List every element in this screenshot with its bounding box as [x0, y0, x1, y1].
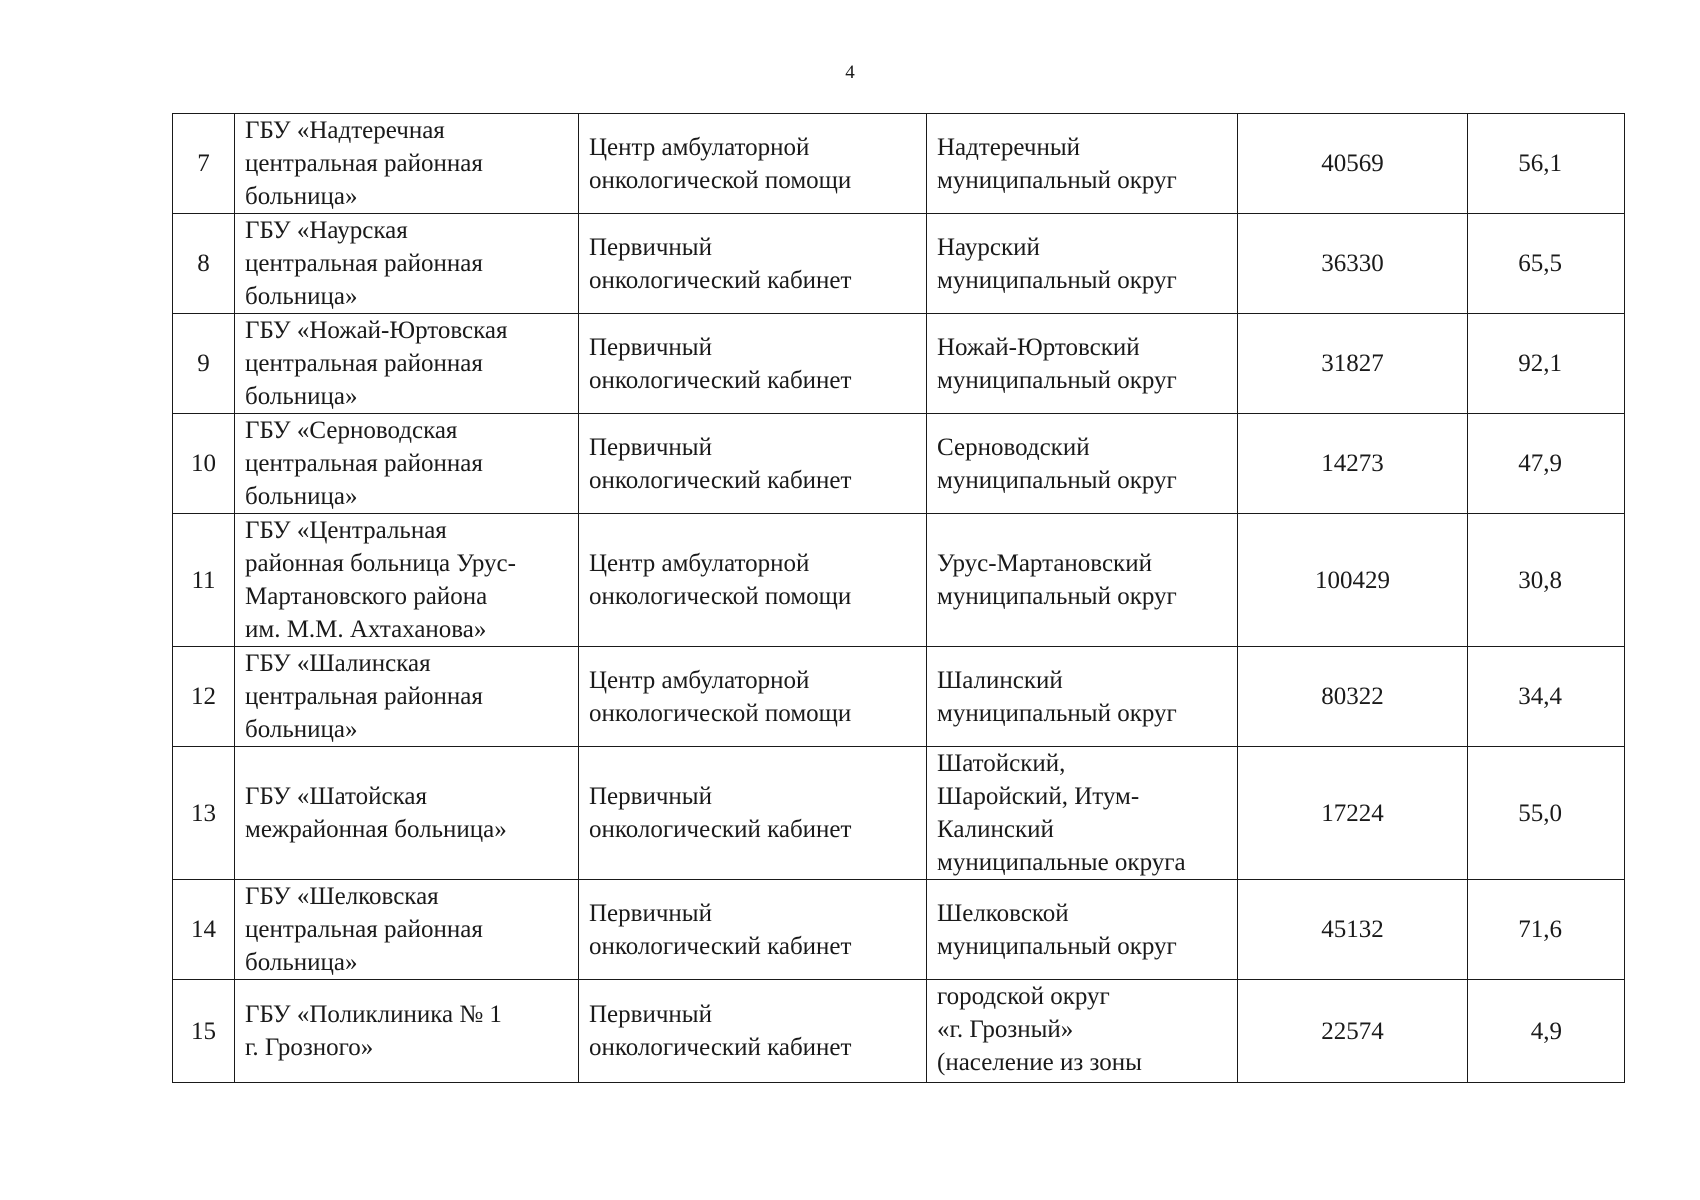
unit-type-cell	[579, 980, 927, 1083]
organization-cell-line: ГБУ «Шалинская	[245, 650, 431, 677]
unit-type-cell-line: Первичный	[589, 333, 712, 361]
unit-type-cell	[579, 314, 927, 414]
rate-cell	[1468, 414, 1625, 514]
district-cell-line: (население из зоны	[937, 1049, 1142, 1076]
organization-cell-line: ГБУ «Серноводская	[245, 417, 458, 444]
row-number-cell	[173, 747, 235, 880]
unit-type-cell-line: Центр амбулаторной	[589, 550, 810, 577]
table-row	[173, 980, 1625, 1083]
unit-type-cell-line: Первичный	[589, 783, 712, 810]
district-cell	[927, 214, 1238, 314]
rate-value: 55,0	[1518, 799, 1562, 827]
district-cell-line: муниципальный округ	[937, 166, 1177, 194]
district-cell-line: «г. Грозный»	[937, 1016, 1074, 1043]
organization-cell-line: больница»	[245, 283, 358, 310]
organization-cell	[235, 114, 579, 214]
population-value: 36330	[1321, 250, 1384, 277]
population-cell	[1238, 647, 1468, 747]
unit-type-cell	[579, 414, 927, 514]
unit-type-cell-line: онкологической помощи	[589, 583, 852, 610]
population-value: 17224	[1321, 799, 1384, 827]
organization-cell	[235, 414, 579, 514]
organization-cell	[235, 214, 579, 314]
population-value: 45132	[1321, 916, 1384, 943]
population-value: 31827	[1321, 350, 1384, 377]
population-cell	[1238, 747, 1468, 880]
row-number: 13	[191, 799, 216, 827]
district-cell-content	[937, 980, 1227, 1079]
district-cell	[927, 980, 1238, 1083]
rate-value: 47,9	[1518, 450, 1562, 477]
district-cell	[927, 314, 1238, 414]
organization-cell-line: центральная районная	[245, 150, 483, 177]
unit-type-cell-line: онкологической помощи	[589, 166, 852, 194]
organization-cell	[235, 514, 579, 647]
row-number: 14	[191, 916, 216, 943]
table-row	[173, 314, 1625, 414]
organization-cell-line: ГБУ «Ножай-Юртовская	[245, 317, 508, 344]
district-cell-line: муниципальный округ	[937, 932, 1177, 960]
unit-type-cell	[579, 114, 927, 214]
unit-type-cell-line: онкологический кабинет	[589, 932, 852, 960]
unit-type-cell-line: Центр амбулаторной	[589, 666, 810, 694]
organization-cell	[235, 980, 579, 1083]
organization-cell-line: центральная районная	[245, 683, 483, 710]
rate-value: 71,6	[1518, 916, 1562, 943]
organization-cell-line: центральная районная	[245, 450, 483, 477]
organization-cell-line: Мартановского района	[245, 583, 488, 610]
district-cell-line: муниципальный округ	[937, 699, 1177, 727]
rate-cell	[1468, 514, 1625, 647]
unit-type-cell-line: Первичный	[589, 233, 712, 261]
district-cell	[927, 514, 1238, 647]
organization-cell-line: больница»	[245, 183, 358, 210]
population-value: 40569	[1321, 150, 1384, 177]
district-cell-line: Шатойский,	[937, 750, 1066, 777]
rate-value: 56,1	[1518, 150, 1562, 177]
row-number: 11	[191, 566, 216, 594]
population-value: 14273	[1321, 450, 1384, 477]
row-number-cell	[173, 114, 235, 214]
district-cell	[927, 747, 1238, 880]
unit-type-cell	[579, 514, 927, 647]
unit-type-cell	[579, 880, 927, 980]
district-cell-line: Наурский	[937, 233, 1040, 261]
organization-cell-line: центральная районная	[245, 350, 483, 377]
table-body	[173, 114, 1625, 1083]
population-cell	[1238, 880, 1468, 980]
unit-type-cell-line: Первичный	[589, 433, 712, 461]
unit-type-cell-line: онкологический кабинет	[589, 266, 852, 294]
district-cell-line: муниципальный округ	[937, 583, 1177, 610]
district-cell-line: муниципальный округ	[937, 266, 1177, 294]
row-number-cell	[173, 214, 235, 314]
population-cell	[1238, 980, 1468, 1083]
row-number-cell	[173, 314, 235, 414]
rate-value: 4,9	[1530, 1017, 1562, 1045]
unit-type-cell-line: Центр амбулаторной	[589, 133, 810, 161]
organization-cell-line: ГБУ «Центральная	[245, 517, 447, 544]
table-row	[173, 647, 1625, 747]
population-cell	[1238, 214, 1468, 314]
organization-cell-line: центральная районная	[245, 916, 483, 943]
organization-cell	[235, 647, 579, 747]
district-cell	[927, 647, 1238, 747]
rate-cell	[1468, 980, 1625, 1083]
organization-cell-line: ГБУ «Наурская	[245, 217, 408, 244]
organization-cell-line: межрайонная больница»	[245, 816, 507, 843]
rate-value: 30,8	[1518, 566, 1562, 594]
district-cell	[927, 414, 1238, 514]
facility-table	[172, 113, 1625, 1083]
district-cell-line: городской округ	[937, 983, 1110, 1010]
organization-cell-line: больница»	[245, 949, 358, 976]
organization-cell-line: г. Грозного»	[245, 1034, 374, 1061]
unit-type-cell-line: онкологический кабинет	[589, 366, 852, 394]
district-cell-line: Калинский	[937, 816, 1054, 843]
table-row	[173, 414, 1625, 514]
organization-cell-line: ГБУ «Шелковская	[245, 883, 439, 910]
row-number-cell	[173, 414, 235, 514]
unit-type-cell-line: онкологический кабинет	[589, 466, 852, 494]
row-number-cell	[173, 980, 235, 1083]
organization-cell-line: больница»	[245, 483, 358, 510]
organization-cell-line: ГБУ «Поликлиника № 1	[245, 1001, 502, 1028]
district-cell-line: муниципальный округ	[937, 366, 1177, 394]
district-cell-line: муниципальные округа	[937, 849, 1186, 876]
district-cell	[927, 114, 1238, 214]
district-cell-line: Урус-Мартановский	[937, 550, 1152, 577]
table-row	[173, 880, 1625, 980]
organization-cell	[235, 880, 579, 980]
population-value: 80322	[1321, 683, 1384, 710]
district-cell-line: Надтеречный	[937, 133, 1080, 161]
organization-cell	[235, 747, 579, 880]
organization-cell-line: ГБУ «Шатойская	[245, 783, 427, 810]
rate-cell	[1468, 647, 1625, 747]
population-cell	[1238, 414, 1468, 514]
unit-type-cell-line: онкологической помощи	[589, 699, 852, 727]
rate-value: 65,5	[1518, 250, 1562, 277]
organization-cell-line: больница»	[245, 716, 358, 743]
rate-value: 34,4	[1518, 683, 1562, 710]
district-cell-line: Шалинский	[937, 666, 1063, 694]
unit-type-cell-line: Первичный	[589, 899, 712, 927]
row-number-cell	[173, 514, 235, 647]
unit-type-cell-line: Первичный	[589, 1001, 712, 1028]
organization-cell-line: центральная районная	[245, 250, 483, 277]
district-cell	[927, 880, 1238, 980]
table-row	[173, 114, 1625, 214]
row-number: 12	[191, 683, 216, 710]
organization-cell-line: районная больница Урус-	[245, 550, 516, 577]
rate-cell	[1468, 214, 1625, 314]
unit-type-cell-line: онкологический кабинет	[589, 816, 852, 843]
population-value: 100429	[1315, 566, 1390, 594]
unit-type-cell-line: онкологический кабинет	[589, 1034, 852, 1061]
unit-type-cell	[579, 747, 927, 880]
row-number: 8	[197, 250, 210, 277]
population-cell	[1238, 514, 1468, 647]
district-cell-line: Шелковской	[937, 899, 1069, 927]
organization-cell-line: им. М.М. Ахтаханова»	[245, 616, 487, 643]
unit-type-cell	[579, 647, 927, 747]
district-cell-line: Серноводский	[937, 433, 1090, 461]
row-number: 9	[197, 350, 210, 377]
rate-cell	[1468, 314, 1625, 414]
population-value: 22574	[1321, 1017, 1384, 1045]
unit-type-cell	[579, 214, 927, 314]
row-number: 7	[197, 150, 210, 177]
district-cell-line: Шаройский, Итум-	[937, 783, 1140, 810]
district-cell-line: муниципальный округ	[937, 466, 1177, 494]
rate-value: 92,1	[1518, 350, 1562, 377]
row-number: 15	[191, 1017, 216, 1045]
population-cell	[1238, 314, 1468, 414]
row-number-cell	[173, 647, 235, 747]
row-number: 10	[191, 450, 216, 477]
district-cell-line: Ножай-Юртовский	[937, 333, 1140, 361]
organization-cell-line: больница»	[245, 383, 358, 410]
organization-cell	[235, 314, 579, 414]
rate-cell	[1468, 880, 1625, 980]
page-number: 4	[845, 62, 855, 83]
table-row	[173, 514, 1625, 647]
organization-cell-line: ГБУ «Надтеречная	[245, 117, 445, 144]
population-cell	[1238, 114, 1468, 214]
row-number-cell	[173, 880, 235, 980]
rate-cell	[1468, 114, 1625, 214]
rate-cell	[1468, 747, 1625, 880]
table-row	[173, 747, 1625, 880]
table-row	[173, 214, 1625, 314]
